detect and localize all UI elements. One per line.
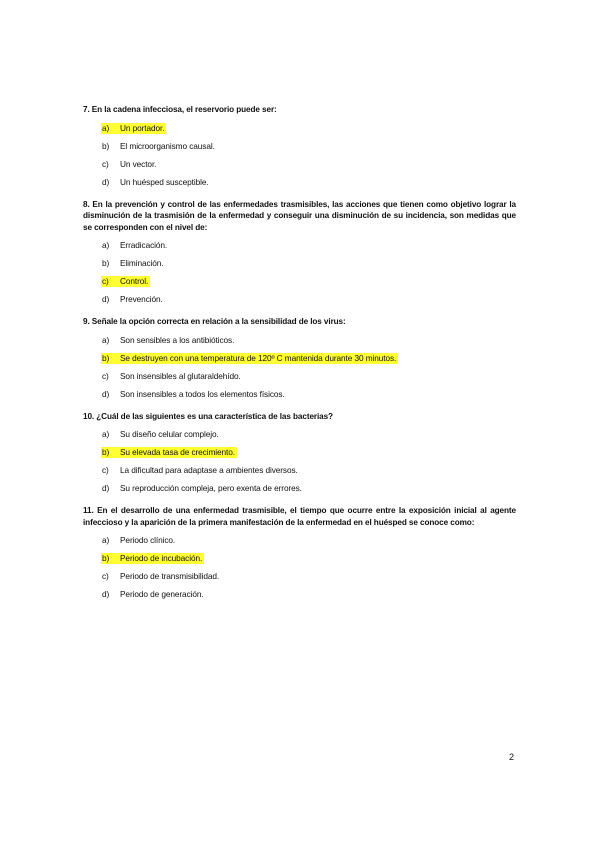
option-text: La dificultad para adaptase a ambientes diversos. [120, 465, 298, 475]
answer-option [83, 141, 516, 152]
option-label: c) [102, 158, 109, 169]
questions-list [83, 104, 516, 611]
option-text: Control. [120, 276, 149, 286]
option-text: El microorganismo causal. [120, 140, 215, 151]
option-label: d) [102, 483, 110, 493]
option-text: Periodo de generación. [120, 589, 204, 599]
option-label: d) [102, 388, 110, 399]
option-text: Su diseño celular complejo. [120, 429, 219, 439]
answer-option [83, 177, 516, 188]
answer-option [83, 276, 516, 287]
option-text: Eliminación. [120, 258, 164, 268]
option-label: b) [102, 352, 110, 363]
option-label: b) [102, 258, 110, 268]
option-text: Se destruyen con una temperatura de 120º C mantenida durante 30 minutos. [120, 352, 397, 363]
question-block [83, 411, 516, 495]
option-text: Su elevada tasa de crecimiento. [120, 447, 235, 457]
answer-option [83, 294, 516, 305]
option-text: Son insensibles al glutaraldehído. [120, 370, 241, 381]
option-label: b) [102, 447, 110, 457]
question-block [83, 316, 516, 400]
answer-option [83, 553, 516, 564]
option-text: Periodo de incubación. [120, 553, 203, 563]
option-text: Un vector. [120, 158, 157, 169]
option-label: a) [102, 535, 110, 545]
option-label: c) [102, 276, 109, 286]
option-label: d) [102, 294, 110, 304]
question-text: 7. En la cadena infecciosa, el reservorio puede ser: [83, 105, 277, 114]
option-label: c) [102, 571, 109, 581]
option-label: b) [102, 553, 110, 563]
option-text: Son insensibles a todos los elementos físicos. [120, 388, 285, 399]
answer-option [83, 589, 516, 600]
answer-option [83, 335, 516, 346]
answer-option [83, 535, 516, 546]
answer-option [83, 429, 516, 440]
option-text: Un portador. [120, 122, 165, 133]
option-text: Erradicación. [120, 240, 168, 250]
question-text: 8. En la prevención y control de las enfermedades trasmisibles, las acciones que tienen como objetivo lograr la disminución de la trasmisión de la enfermedad y conseguir una disminución de su incidencia, son medidas que se corresponden con el nivel de: [83, 199, 516, 232]
option-label: b) [102, 140, 110, 151]
answer-option [83, 389, 516, 400]
answer-option [83, 371, 516, 382]
option-text: Periodo de transmisibilidad. [120, 571, 220, 581]
option-text: Son sensibles a los antibióticos. [120, 334, 235, 345]
answer-option [83, 123, 516, 134]
answer-option [83, 240, 516, 251]
answer-option [83, 465, 516, 476]
question-text: 9. Señale la opción correcta en relación a la sensibilidad de los virus: [83, 317, 346, 326]
question-block [83, 199, 516, 306]
option-label: a) [102, 240, 110, 250]
option-label: c) [102, 370, 109, 381]
answer-option [83, 353, 516, 364]
answer-option [83, 483, 516, 494]
option-text: Prevención. [120, 294, 163, 304]
answer-option [83, 447, 516, 458]
question-text: 11. En el desarrollo de una enfermedad trasmisible, el tiempo que ocurre entre la exposición inicial al agente infeccioso y la aparición de la primera manifestación de la enfermedad en el huésped se conoce como: [83, 506, 516, 527]
page-number: 2 [509, 752, 515, 762]
option-label: a) [102, 122, 110, 133]
question-block [83, 104, 516, 188]
option-label: a) [102, 429, 110, 439]
option-label: c) [102, 465, 109, 475]
option-label: d) [102, 589, 110, 599]
answer-option [83, 571, 516, 582]
option-label: d) [102, 176, 110, 187]
option-text: Periodo clínico. [120, 535, 176, 545]
option-label: a) [102, 334, 110, 345]
option-text: Su reproducción compleja, pero exenta de errores. [120, 483, 302, 493]
option-text: Un huésped susceptible. [120, 176, 209, 187]
question-text: 10. ¿Cuál de las siguientes es una característica de las bacterias? [83, 411, 333, 421]
answer-option [83, 159, 516, 170]
question-block [83, 505, 516, 600]
answer-option [83, 258, 516, 269]
